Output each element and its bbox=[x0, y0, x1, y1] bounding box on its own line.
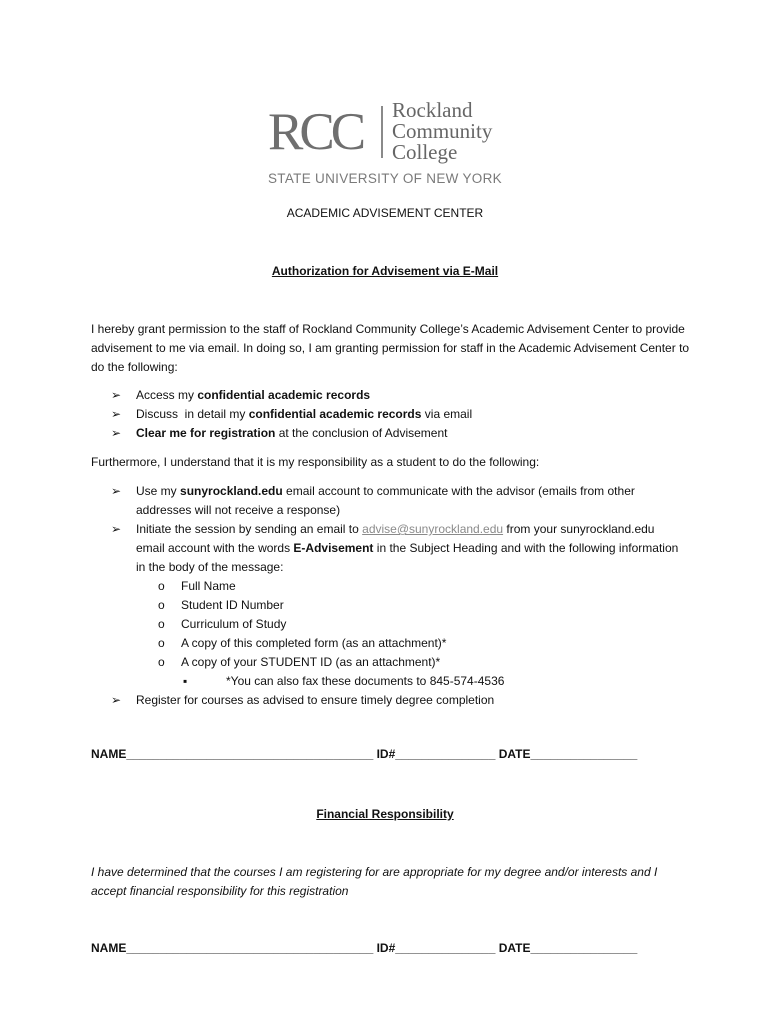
required-info-list bbox=[136, 577, 681, 691]
center-heading: ACADEMIC ADVISEMENT CENTER bbox=[286, 206, 484, 220]
item-text: at the conclusion of Advisement bbox=[275, 426, 448, 440]
responsibility-intro: Furthermore, I understand that it is my responsibility as a student to do the following: bbox=[91, 455, 540, 469]
signature-line-2[interactable]: NAME_____________________________________ ID#_______________ DATE________________ bbox=[91, 941, 638, 955]
signature-line-1[interactable]: NAME_____________________________________ ID#_______________ DATE________________ bbox=[91, 747, 638, 761]
arrow-bullet-icon: ➢ bbox=[111, 484, 122, 498]
responsibilities-list bbox=[91, 482, 681, 710]
item-emphasis: Clear me for registration bbox=[136, 426, 276, 440]
logo-name-line: College bbox=[392, 140, 458, 164]
logo-divider bbox=[381, 106, 383, 158]
list-item bbox=[91, 386, 691, 405]
college-logo bbox=[268, 100, 508, 190]
item-text: Curriculum of Study bbox=[181, 617, 287, 631]
list-item bbox=[91, 424, 691, 443]
item-text: Use my bbox=[136, 484, 181, 498]
fax-note-list bbox=[136, 672, 681, 691]
item-text: via email bbox=[421, 407, 473, 421]
arrow-bullet-icon: ➢ bbox=[111, 693, 122, 707]
item-text: *You can also fax these documents to 845-574-4536 bbox=[226, 674, 505, 688]
list-item bbox=[91, 405, 691, 424]
arrow-bullet-icon: ➢ bbox=[111, 388, 122, 402]
item-text: from your sunyrockland.edu email account with the words bbox=[136, 522, 655, 555]
logo-college-name bbox=[392, 100, 492, 163]
arrow-bullet-icon: ➢ bbox=[111, 426, 122, 440]
logo-name-line: Community bbox=[392, 119, 493, 143]
item-text: Student ID Number bbox=[181, 598, 284, 612]
square-bullet-icon: ▪ bbox=[183, 674, 188, 688]
arrow-bullet-icon: ➢ bbox=[111, 407, 122, 421]
intro-paragraph: I hereby grant permission to the staff of Rockland Community College’s Academic Advisement Center to provide advisement to me via email. In doing so, I am granting permission for staff in the Academic Advisement Center to do the following: bbox=[91, 322, 690, 374]
circle-bullet-icon: o bbox=[158, 655, 165, 669]
item-emphasis: confidential academic records bbox=[248, 407, 422, 421]
financial-statement: I have determined that the courses I am registering for are appropriate for my degree and/or interests and I accept financial responsibility for this registration bbox=[91, 865, 658, 898]
advise-email-link[interactable]: advise@sunyrockland.edu bbox=[362, 522, 504, 536]
item-emphasis: confidential academic records bbox=[197, 388, 371, 402]
item-text: Register for courses as advised to ensure timely degree completion bbox=[136, 693, 495, 707]
item-text: email account to communicate with the advisor (emails from other addresses will not receive a response) bbox=[136, 484, 635, 517]
list-item bbox=[136, 653, 681, 691]
circle-bullet-icon: o bbox=[158, 598, 165, 612]
logo-suny-tagline: STATE UNIVERSITY OF NEW YORK bbox=[268, 171, 502, 186]
list-item bbox=[136, 615, 681, 634]
list-item bbox=[136, 596, 681, 615]
list-item bbox=[91, 482, 681, 520]
item-text: A copy of this completed form (as an attachment)* bbox=[181, 636, 447, 650]
item-emphasis: sunyrockland.edu bbox=[180, 484, 283, 498]
logo-monogram: RCC bbox=[268, 103, 363, 161]
circle-bullet-icon: o bbox=[158, 579, 165, 593]
item-text: Discuss in detail my bbox=[136, 407, 249, 421]
form-title bbox=[0, 264, 770, 278]
list-item bbox=[91, 520, 681, 691]
logo-name-line: Rockland bbox=[392, 98, 473, 122]
form-title-text: Authorization for Advisement via E-Mail bbox=[271, 264, 499, 278]
list-item bbox=[136, 634, 681, 653]
list-item bbox=[91, 691, 681, 710]
item-text: A copy of your STUDENT ID (as an attachment)* bbox=[181, 655, 441, 669]
list-item bbox=[136, 672, 681, 691]
arrow-bullet-icon: ➢ bbox=[111, 522, 122, 536]
list-item bbox=[136, 577, 681, 596]
item-emphasis: E-Advisement bbox=[293, 541, 374, 555]
circle-bullet-icon: o bbox=[158, 636, 165, 650]
circle-bullet-icon: o bbox=[158, 617, 165, 631]
item-text: in the Subject Heading and with the following information in the body of the message: bbox=[136, 541, 679, 574]
financial-heading bbox=[0, 807, 770, 821]
financial-heading-text: Financial Responsibility bbox=[316, 807, 454, 821]
item-text: Full Name bbox=[181, 579, 236, 593]
permissions-list bbox=[91, 386, 691, 443]
item-text: Initiate the session by sending an email to bbox=[136, 522, 363, 536]
item-text: Access my bbox=[136, 388, 198, 402]
